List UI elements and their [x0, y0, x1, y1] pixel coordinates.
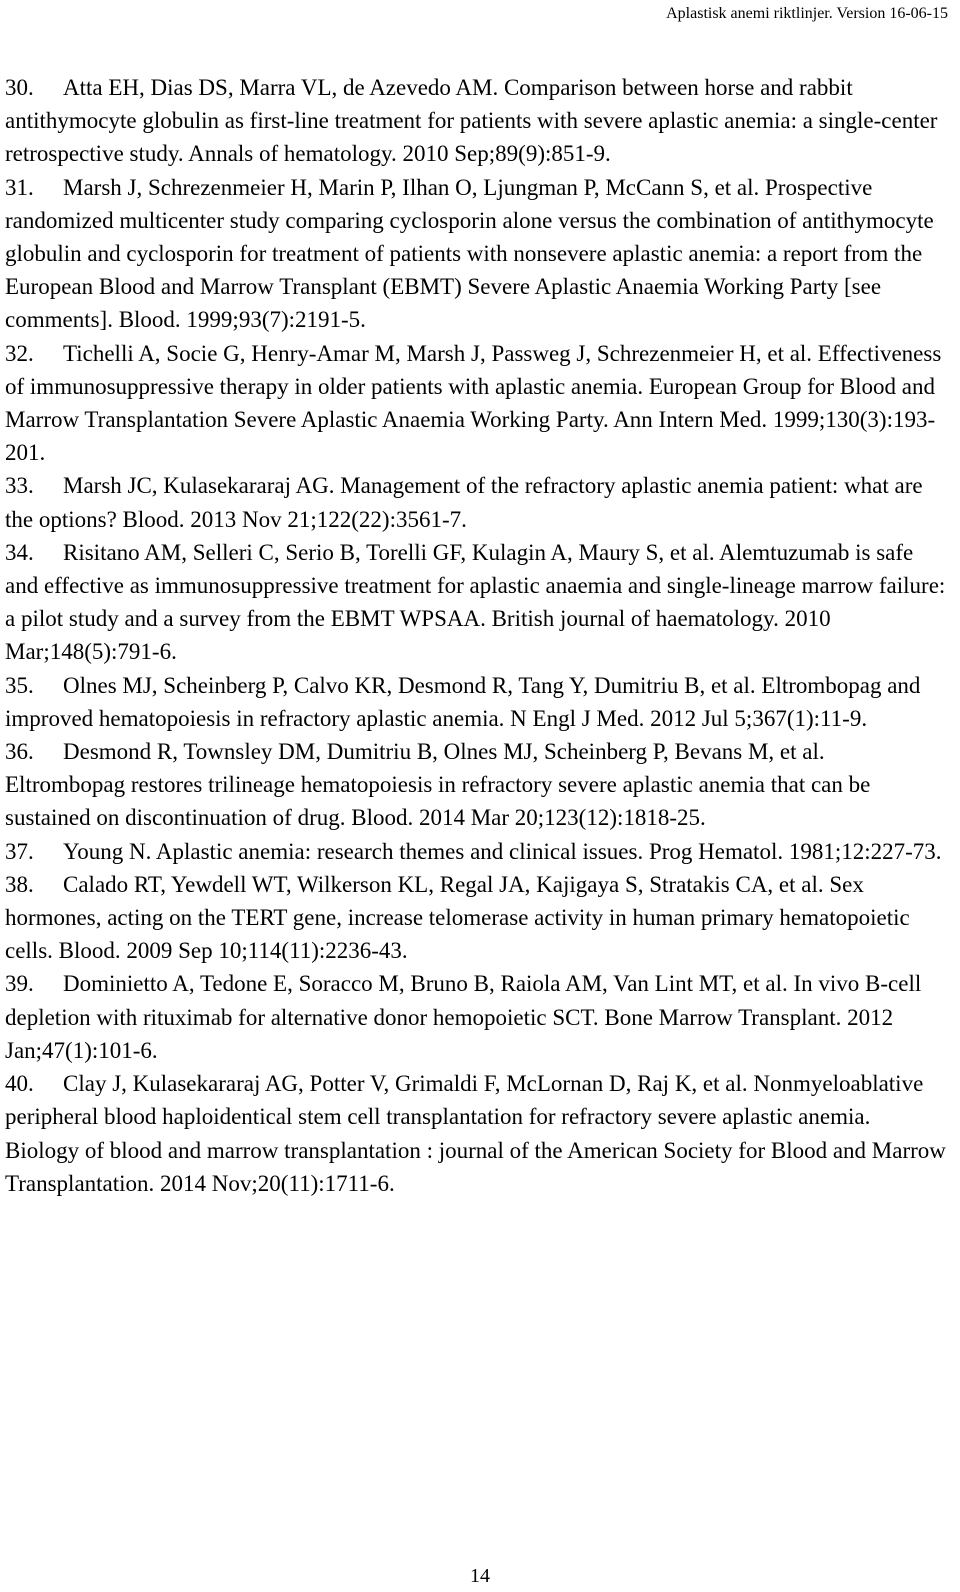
reference-text: Risitano AM, Selleri C, Serio B, Torelli GF, Kulagin A, Maury S, et al. Alemtuzumab is safe and effective as immunosuppressive treatment for aplastic anaemia and single-lineage marrow failure: a pilot study and a survey from the EBMT WPSAA. British journal of haematology. 2010 Mar;148(5):791-6. [5, 539, 946, 665]
reference-number: 33. [5, 473, 34, 499]
reference-item [5, 337, 950, 470]
reference-item [5, 1067, 950, 1200]
reference-item [5, 835, 950, 868]
running-header: Aplastisk anemi riktlinjer. Version 16-06-15 [666, 5, 948, 22]
reference-item [5, 735, 950, 835]
reference-number: 30. [5, 75, 34, 100]
reference-item [5, 171, 950, 337]
reference-item [5, 967, 950, 1067]
reference-text: Marsh JC, Kulasekararaj AG. Management of the refractory aplastic anemia patient: what are the options? Blood. 2013 Nov 21;122(22):3561-7. [5, 473, 923, 532]
reference-number: 40. [5, 1071, 34, 1097]
page-number: 14 [470, 1565, 490, 1587]
reference-number: 35. [5, 672, 34, 698]
reference-text: Dominietto A, Tedone E, Soracco M, Bruno B, Raiola AM, Van Lint MT, et al. In vivo B-cell depletion with rituximab for alternative donor hemopoietic SCT. Bone Marrow Transplant. 2012 Jan;47(1):101-6. [5, 971, 922, 1063]
reference-number: 36. [5, 739, 34, 765]
reference-text: Olnes MJ, Scheinberg P, Calvo KR, Desmond R, Tang Y, Dumitriu B, et al. Eltrombopag and improved hematopoiesis in refractory aplastic anemia. N Engl J Med. 2012 Jul 5;367(1):11-9. [5, 672, 921, 731]
reference-item [5, 868, 950, 968]
reference-text: Calado RT, Yewdell WT, Wilkerson KL, Regal JA, Kajigaya S, Stratakis CA, et al. Sex hormones, acting on the TERT gene, increase telomerase activity in human primary hematopoietic cells. Blood. 2009 Sep 10;114(11):2236-43. [5, 871, 910, 964]
reference-text: Desmond R, Townsley DM, Dumitriu B, Olnes MJ, Scheinberg P, Bevans M, et al. Eltrombopag restores trilineage hematopoiesis in refractory severe aplastic anemia that can be sustained on discontinuation of drug. Blood. 2014 Mar 20;123(12):1818-25. [5, 739, 871, 831]
reference-text: Clay J, Kulasekararaj AG, Potter V, Grimaldi F, McLornan D, Raj K, et al. Nonmyeloablative peripheral blood haploidentical stem cell transplantation for refractory severe aplastic anemia. Biology of blood and marrow transplantation : journal of the American Society for Blood and Marrow Transplantation. 2014 Nov;20(11):1711-6. [5, 1071, 946, 1196]
reference-number: 34. [5, 539, 34, 565]
reference-number: 31. [5, 174, 34, 200]
reference-text: Marsh J, Schrezenmeier H, Marin P, Ilhan O, Ljungman P, McCann S, et al. Prospective randomized multicenter study comparing cyclosporin alone versus the combination of antithymocyte globulin and cyclosporin for treatment of patients with nonsevere aplastic anemia: a report from the European Blood and Marrow Transplant (EBMT) Severe Aplastic Anaemia Working Party [see comments]. Blood. 1999;93(7):2191-5. [5, 174, 934, 333]
reference-list [5, 71, 950, 1200]
reference-text: Atta EH, Dias DS, Marra VL, de Azevedo AM. Comparison between horse and rabbit antithymocyte globulin as first-line treatment for patients with severe aplastic anemia: a single-center retrospective study. Annals of hematology. 2010 Sep;89(9):851-9. [5, 75, 938, 167]
reference-number: 39. [5, 971, 34, 997]
reference-item [5, 469, 950, 535]
reference-text: Young N. Aplastic anemia: research themes and clinical issues. Prog Hematol. 1981;12:227-73. [63, 838, 942, 864]
reference-number: 32. [5, 340, 34, 366]
reference-item [5, 669, 950, 735]
reference-item [5, 71, 950, 171]
reference-item [5, 536, 950, 669]
reference-number: 37. [5, 838, 34, 864]
reference-text: Tichelli A, Socie G, Henry-Amar M, Marsh J, Passweg J, Schrezenmeier H, et al. Effectiveness of immunosuppressive therapy in older patients with aplastic anemia. European Group for Blood and Marrow Transplantation Severe Aplastic Anaemia Working Party. Ann Intern Med. 1999;130(3):193-201. [5, 340, 942, 466]
reference-number: 38. [5, 871, 34, 897]
